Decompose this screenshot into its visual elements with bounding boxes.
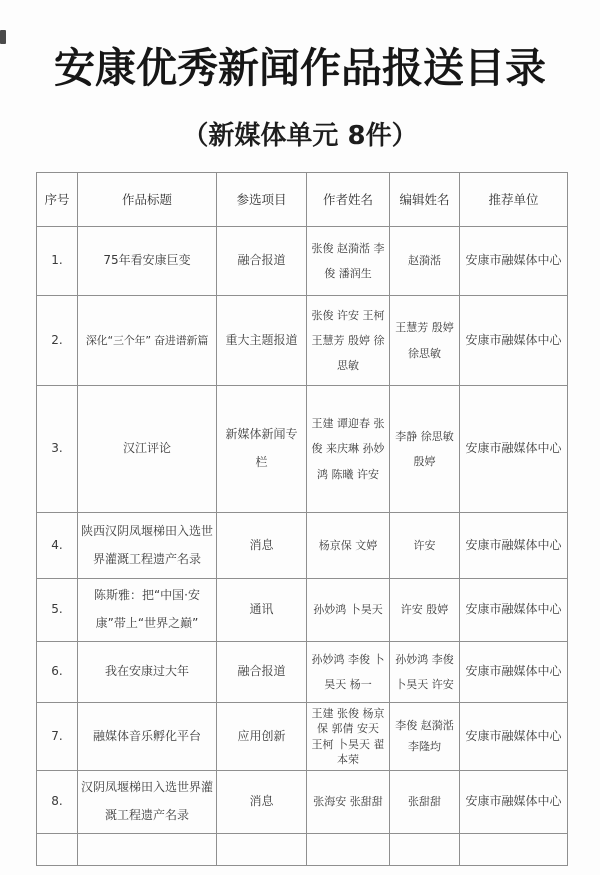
cell-editors: 赵漪湉 (390, 227, 460, 296)
cell-unit: 安康市融媒体中心 (460, 771, 568, 834)
cell-editors (390, 834, 460, 866)
cell-authors (307, 834, 390, 866)
cell-authors: 孙妙鸿 卜昊天 (307, 579, 390, 642)
cell-unit (460, 834, 568, 866)
cell-serial: 8. (37, 771, 78, 834)
table-row (37, 513, 568, 579)
table-row (37, 579, 568, 642)
cell-authors: 张俊 许安 王柯 王慧芳 殷婷 徐思敏 (307, 296, 390, 386)
cell-title: 汉江评论 (78, 386, 217, 513)
cell-unit: 安康市融媒体中心 (460, 386, 568, 513)
cell-category: 应用创新 (217, 703, 307, 771)
cell-title: 陕西汉阴凤堰梯田入选世界灌溉工程遗产名录 (78, 513, 217, 579)
cell-title: 我在安康过大年 (78, 642, 217, 703)
column-header-unit: 推荐单位 (460, 173, 568, 227)
cell-title: 汉阴凤堰梯田入选世界灌溉工程遗产名录 (78, 771, 217, 834)
table-row (37, 642, 568, 703)
table-row (37, 771, 568, 834)
column-header-title: 作品标题 (78, 173, 217, 227)
cell-serial: 5. (37, 579, 78, 642)
cell-unit: 安康市融媒体中心 (460, 642, 568, 703)
cell-serial: 4. (37, 513, 78, 579)
cell-authors: 孙妙鸿 李俊 卜昊天 杨一 (307, 642, 390, 703)
page-title: 安康优秀新闻作品报送目录 (54, 44, 546, 92)
cell-category: 融合报道 (217, 227, 307, 296)
table-row (37, 386, 568, 513)
scan-artifact (0, 30, 6, 44)
cell-authors: 王建 张俊 杨京保 郭倩 安天 王柯 卜昊天 翟本荣 (307, 703, 390, 771)
table-row (37, 703, 568, 771)
cell-unit: 安康市融媒体中心 (460, 296, 568, 386)
column-header-authors: 作者姓名 (307, 173, 390, 227)
cell-title: 融媒体音乐孵化平台 (78, 703, 217, 771)
cell-category (217, 834, 307, 866)
cell-editors: 孙妙鸿 李俊 卜昊天 许安 (390, 642, 460, 703)
cell-authors: 张俊 赵漪湉 李俊 潘润生 (307, 227, 390, 296)
column-header-editors: 编辑姓名 (390, 173, 460, 227)
cell-title: 深化“三个年” 奋进谱新篇 (78, 296, 217, 386)
cell-editors: 许安 殷婷 (390, 579, 460, 642)
cell-serial: 2. (37, 296, 78, 386)
cell-title: 陈斯雅：把“中国·安康”带上“世界之巅” (78, 579, 217, 642)
cell-title: 75年看安康巨变 (78, 227, 217, 296)
cell-category: 重大主题报道 (217, 296, 307, 386)
cell-category: 新媒体新闻专栏 (217, 386, 307, 513)
cell-editors: 张甜甜 (390, 771, 460, 834)
cell-editors: 李静 徐思敏 殷婷 (390, 386, 460, 513)
table-row-empty (37, 834, 568, 866)
cell-unit: 安康市融媒体中心 (460, 703, 568, 771)
cell-serial: 7. (37, 703, 78, 771)
header-row (37, 173, 568, 227)
cell-serial: 3. (37, 386, 78, 513)
cell-editors: 王慧芳 殷婷 徐思敏 (390, 296, 460, 386)
cell-serial: 6. (37, 642, 78, 703)
cell-authors: 张海安 张甜甜 (307, 771, 390, 834)
table-row (37, 227, 568, 296)
cell-unit: 安康市融媒体中心 (460, 227, 568, 296)
cell-category: 消息 (217, 771, 307, 834)
cell-serial (37, 834, 78, 866)
cell-category: 消息 (217, 513, 307, 579)
submission-catalog-table (36, 172, 568, 866)
cell-editors: 李俊 赵漪湉 李隆均 (390, 703, 460, 771)
table-row (37, 296, 568, 386)
cell-title (78, 834, 217, 866)
column-header-serial: 序号 (37, 173, 78, 227)
cell-editors: 许安 (390, 513, 460, 579)
cell-serial: 1. (37, 227, 78, 296)
cell-category: 融合报道 (217, 642, 307, 703)
cell-authors: 王建 谭迎春 张俊 来庆琳 孙妙鸿 陈曦 许安 (307, 386, 390, 513)
cell-authors: 杨京保 文婷 (307, 513, 390, 579)
page-subtitle: （新媒体单元 8件） (182, 121, 418, 152)
cell-unit: 安康市融媒体中心 (460, 513, 568, 579)
cell-unit: 安康市融媒体中心 (460, 579, 568, 642)
cell-category: 通讯 (217, 579, 307, 642)
column-header-category: 参选项目 (217, 173, 307, 227)
